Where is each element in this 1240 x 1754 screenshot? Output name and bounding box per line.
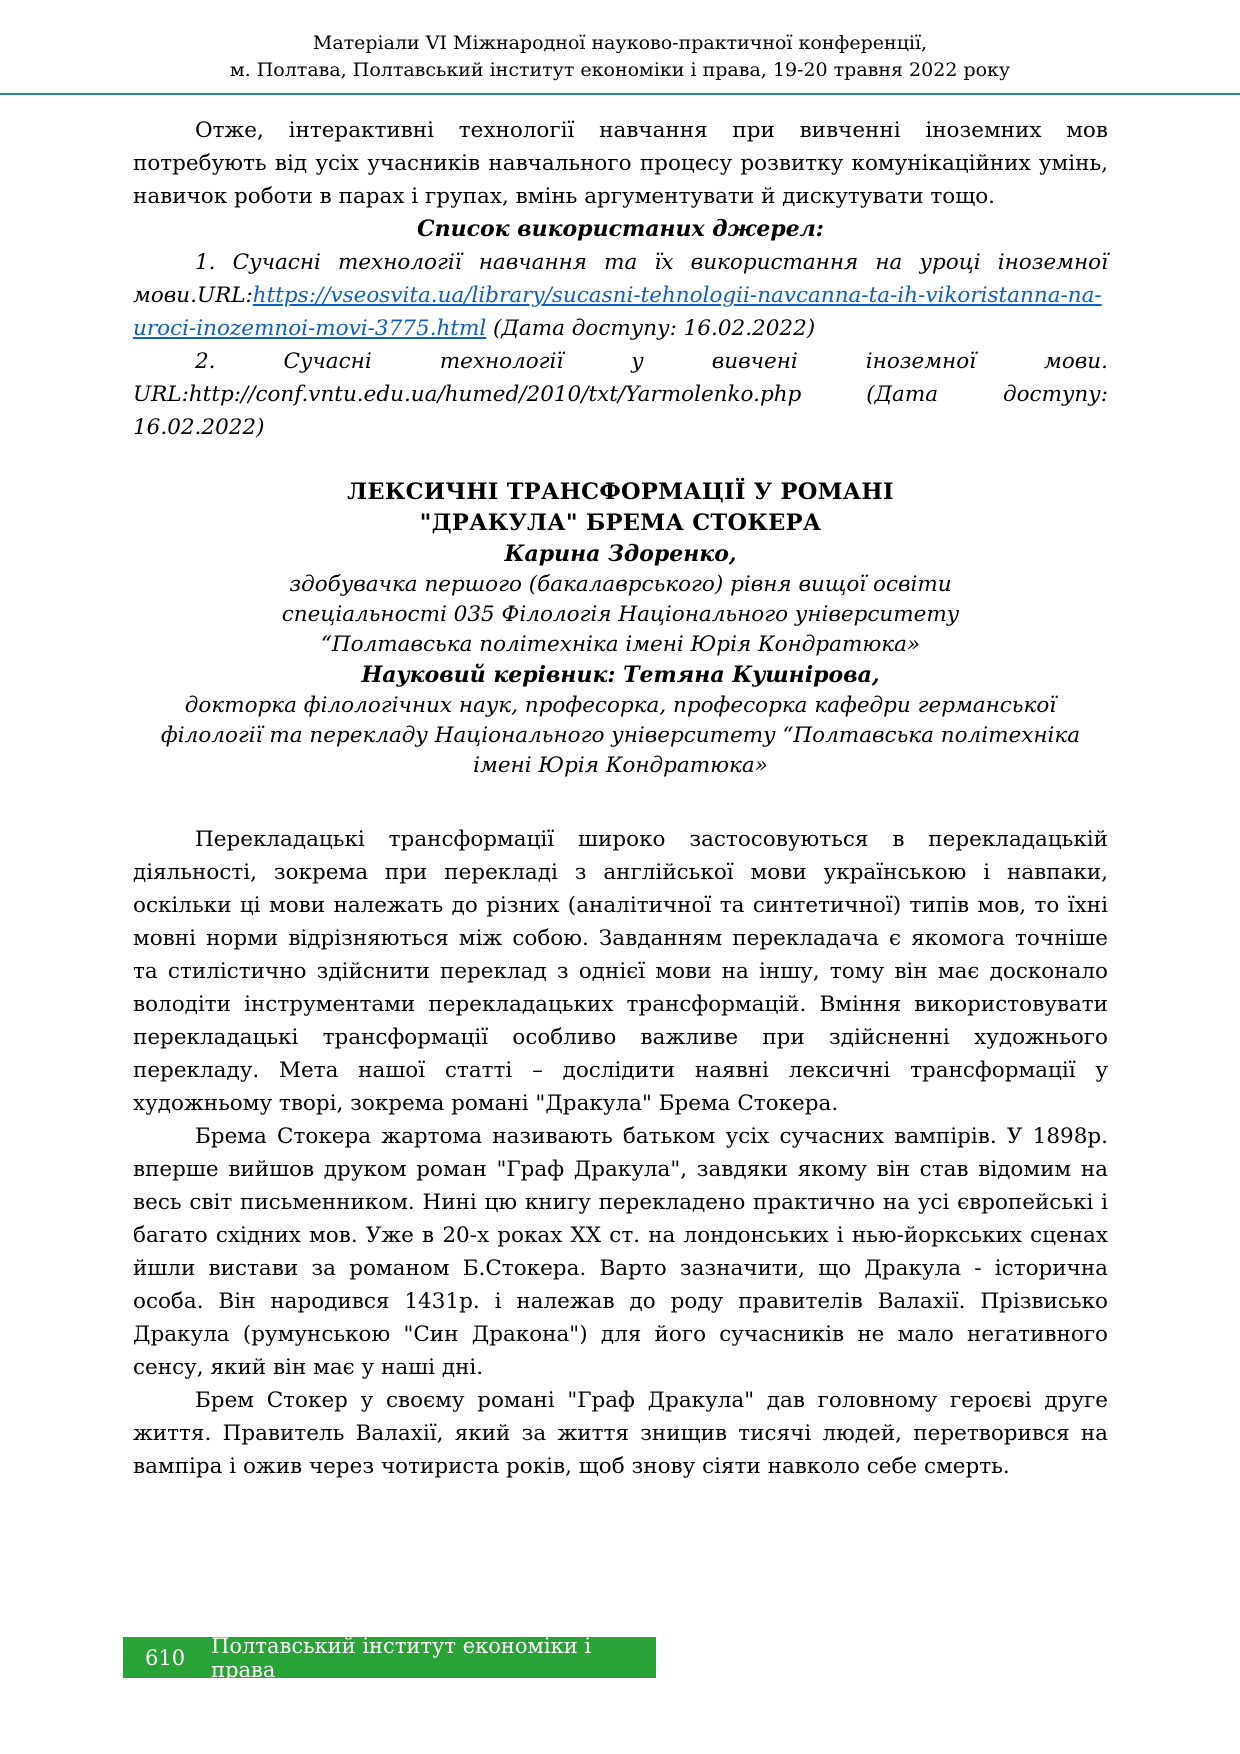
article-title-line-2: "ДРАКУЛА" БРЕМА СТОКЕРА (419, 510, 822, 536)
header-line-1: Матеріали VI Міжнародної науково-практичної конференції, (312, 32, 928, 54)
sources-heading: Список використаних джерел: (417, 216, 824, 242)
source-1-link[interactable]: https://vseosvita.ua/library/sucasni-tehnologii-navcanna-ta-ih-vikoristanna-na-uroci-inozemnoi-movi-3775.html (133, 283, 1102, 341)
header-line-2: м. Полтава, Полтавський інститут економіки і права, 19-20 травня 2022 року (229, 59, 1011, 81)
article-paragraph-2: Брема Стокера жартома називають батьком усіх сучасних вампірів. У 1898р. вперше вийшов друком роман "Граф Дракула", завдяки якому він став відомим на весь світ письменником. Нині цю книгу перекладено практично на усі європейські і багато східних мов. Уже в 20-х роках XX ст. на лондонських і нью-йоркських сценах йшли вистави за романом Б.Стокера. Варто зазначити, що Дракула - історична особа. Він народився 1431р. і належав до роду правителів Валахії. Прізвисько Дракула (румунською "Син Дракона") для його сучасників не мало негативного сенсу, який він має у наші дні. (133, 1124, 1108, 1380)
article-paragraph-3: Брем Стокер у своєму романі "Граф Дракула" дав головному героєві друге життя. Правитель Валахії, який за життя знищив тисячі людей, перетворився на вампіра і ожив через чотириста років, щоб знову сіяти навколо себе смерть. (133, 1388, 1108, 1479)
page-header (0, 0, 1240, 84)
author-affiliation: здобувачка першого (бакалаврського) рівня вищої освіти спеціальності 035 Філологія Національного університету “Полтавська політехніка імені Юрія Кондратюка» (281, 572, 960, 657)
page-footer (123, 1633, 656, 1682)
supervisor-name: Науковий керівник: Тетяна Кушнірова, (361, 662, 880, 688)
article-heading-block (133, 477, 1108, 781)
footer-text: Полтавський інститут економіки і права (211, 1633, 592, 1682)
page-content (0, 95, 1240, 1483)
page-number: 610 (145, 1645, 186, 1670)
source-item-1 (133, 246, 1108, 345)
article-body (133, 823, 1108, 1483)
supervisor-affiliation: докторка філологічних наук, професорка, професорка кафедри германської філології та перекладу Національного університету “Полтавська політехніка імені Юрія Кондратюка» (160, 693, 1081, 778)
source-1-text: 1. Сучасні технології навчання та їх використання на уроці іноземної мови.URL: (133, 250, 1108, 308)
source-1-access-date: (Дата доступу: 16.02.2022) (486, 316, 816, 341)
article-title-line-1: ЛЕКСИЧНІ ТРАНСФОРМАЦІЇ У РОМАНІ (347, 479, 894, 505)
article-author: Карина Здоренко, (504, 541, 737, 567)
article-paragraph-1: Перекладацькі трансформації широко застосовуються в перекладацькій діяльності, зокрема при перекладі з англійської мови українською і навпаки, оскільки ці мови належать до різних (аналітичної та синтетичної) типів мов, то їхні мовні норми відрізняються між собою. Завданням перекладача є якомога точніше та стилістично здійснити переклад з однієї мови на іншу, тому він має досконало володіти інструментами перекладацьких трансформацій. Вміння використовувати перекладацькі трансформації особливо важливе при здійсненні художнього перекладу. Мета нашої статті – дослідити наявні лексичні трансформації у художньому творі, зокрема романі "Дракула" Брема Стокера. (133, 827, 1108, 1116)
source-item-2: 2. Сучасні технології у вивчені іноземної мови. URL:http://conf.vntu.edu.ua/humed/2010/txt/Yarmolenko.php (Дата доступу: 16.02.2022) (133, 349, 1108, 440)
intro-paragraph: Отже, інтерактивні технології навчання при вивченні іноземних мов потребують від усіх учасників навчального процесу розвитку комунікаційних умінь, навичок роботи в парах і групах, вмінь аргументувати й дискутувати тощо. (133, 118, 1108, 209)
